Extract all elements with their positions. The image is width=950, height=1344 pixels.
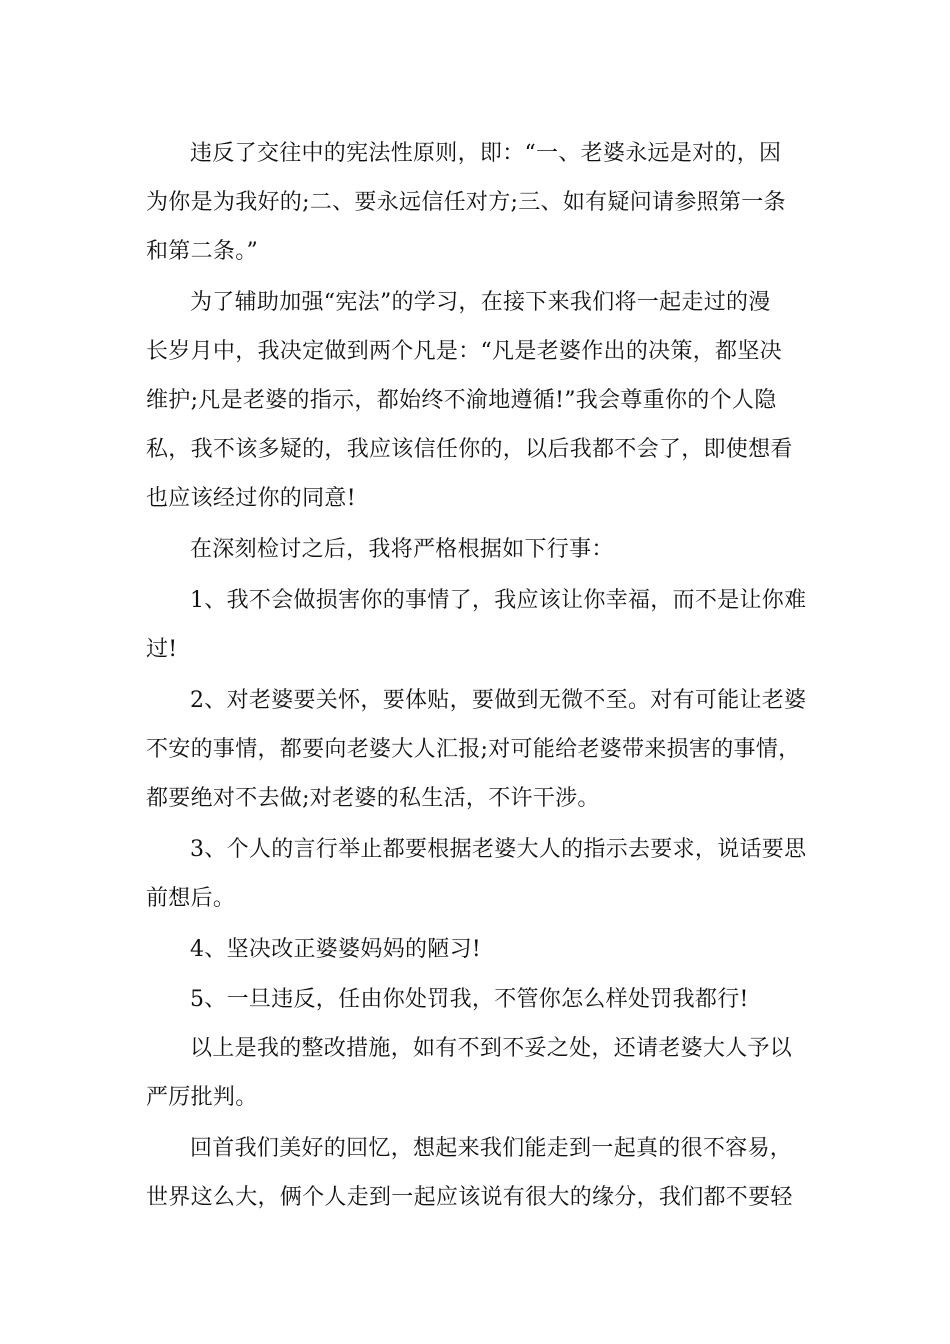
text-line: 也应该经过你的同意!	[146, 486, 356, 511]
text-line: 私，我不该多疑的，我应该信任你的，以后我都不会了，即使想看	[146, 437, 793, 462]
text-line: 3、个人的言行举止都要根据老婆大人的指示去要求，说话要思	[190, 837, 807, 862]
text-line: 都要绝对不去做;对老婆的私生活，不许干涉。	[146, 786, 600, 811]
text-line: 在深刻检讨之后，我将严格根据如下行事：	[190, 537, 614, 562]
text-line: 过!	[146, 637, 178, 662]
text-line: 2、对老婆要关怀，要体贴，要做到无微不至。对有可能让老婆	[190, 688, 807, 713]
text-line: 严厉批判。	[146, 1085, 258, 1110]
text-line: 违反了交往中的宪法性原则，即：“一、老婆永远是对的，因	[190, 141, 782, 166]
text-line: 为你是为我好的;二、要永远信任对方;三、如有疑问请参照第一条	[146, 190, 786, 215]
text-line: 以上是我的整改措施，如有不到不妥之处，还请老婆大人予以	[190, 1036, 793, 1061]
text-line: 世界这么大，俩个人走到一起应该说有很大的缘分，我们都不要轻	[146, 1185, 793, 1210]
text-line: 不安的事情，都要向老婆大人汇报;对可能给老婆带来损害的事情，	[146, 737, 801, 762]
text-line: 和第二条。”	[146, 239, 259, 264]
text-line: 维护;凡是老婆的指示，都始终不渝地遵循!”我会尊重你的个人隐	[146, 388, 777, 413]
text-line: 为了辅助加强“宪法”的学习，在接下来我们将一起走过的漫	[190, 290, 771, 315]
text-line: 1、我不会做损害你的事情了，我应该让你幸福，而不是让你难	[190, 588, 807, 613]
text-line: 5、一旦违反，任由你处罚我，不管你怎么样处罚我都行!	[190, 987, 749, 1012]
text-line: 长岁月中，我决定做到两个凡是：“凡是老婆作出的决策，都坚决	[146, 339, 782, 364]
text-line: 前想后。	[146, 886, 236, 911]
text-line: 4、坚决改正婆婆妈妈的陋习!	[190, 937, 482, 962]
text-line: 回首我们美好的回忆，想起来我们能走到一起真的很不容易，	[190, 1136, 793, 1161]
